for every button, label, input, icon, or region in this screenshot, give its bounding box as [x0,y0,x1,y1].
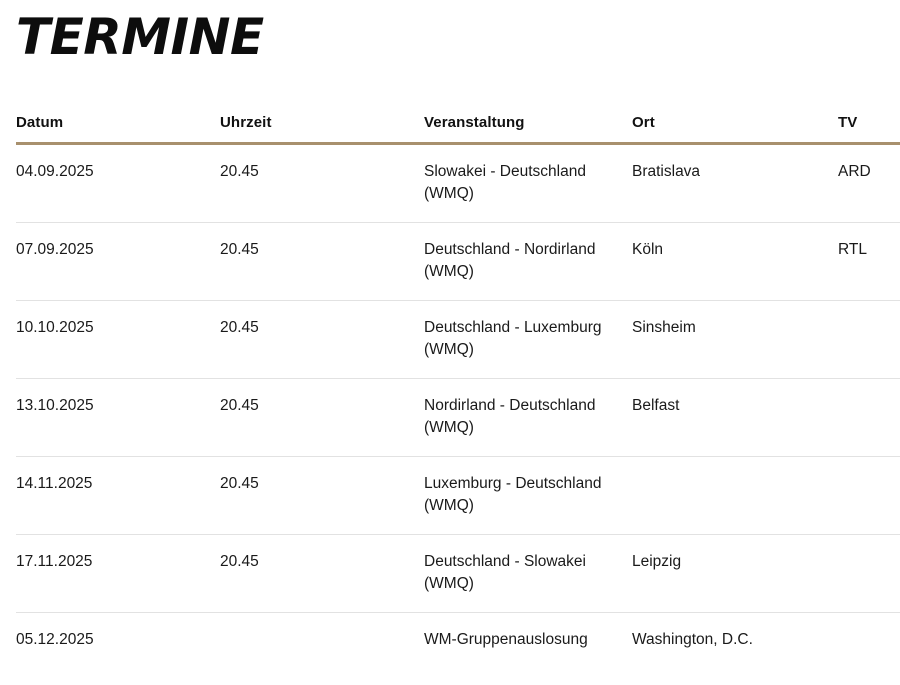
cell-uhrzeit: 20.45 [220,144,424,223]
column-header-uhrzeit: Uhrzeit [220,114,272,131]
cell-ort [632,456,838,534]
cell-tv [838,300,900,378]
cell-ort: Leipzig [632,534,838,612]
cell-veranstaltung: Slowakei - Deutschland (WMQ) [424,144,632,223]
page-title: TERMINE [16,8,264,66]
cell-uhrzeit: 20.45 [220,378,424,456]
cell-ort: Sinsheim [632,300,838,378]
cell-veranstaltung: Nordirland - Deutschland (WMQ) [424,378,632,456]
cell-ort: Belfast [632,378,838,456]
cell-uhrzeit: 20.45 [220,300,424,378]
cell-datum: 07.09.2025 [16,222,220,300]
table-row [16,456,900,534]
column-header-tv: TV [838,114,858,131]
cell-uhrzeit [220,612,424,667]
table-row [16,534,900,612]
cell-datum: 13.10.2025 [16,378,220,456]
table-header-row [16,114,900,144]
cell-datum: 14.11.2025 [16,456,220,534]
cell-ort: Köln [632,222,838,300]
table-row [16,612,900,667]
cell-uhrzeit: 20.45 [220,534,424,612]
table-row [16,144,900,223]
cell-ort: Bratislava [632,144,838,223]
cell-datum: 17.11.2025 [16,534,220,612]
cell-uhrzeit: 20.45 [220,222,424,300]
cell-datum: 05.12.2025 [16,630,94,648]
cell-uhrzeit: 20.45 [220,456,424,534]
table-row [16,378,900,456]
cell-datum: 04.09.2025 [16,144,220,223]
cell-veranstaltung: Luxemburg - Deutschland (WMQ) [424,456,632,534]
cell-tv [838,378,900,456]
column-header-veranstaltung: Veranstaltung [424,114,525,131]
table-row [16,222,900,300]
column-header-datum: Datum [16,114,64,131]
cell-veranstaltung: WM-Gruppenauslosung [424,630,588,648]
cell-tv [838,612,900,667]
cell-veranstaltung: Deutschland - Slowakei (WMQ) [424,534,632,612]
cell-veranstaltung: Deutschland - Nordirland (WMQ) [424,222,632,300]
cell-veranstaltung: Deutschland - Luxemburg (WMQ) [424,300,632,378]
column-header-ort: Ort [632,114,655,131]
cell-tv: ARD [838,144,900,223]
schedule-table [16,114,900,667]
cell-datum: 10.10.2025 [16,300,220,378]
cell-tv: RTL [838,222,900,300]
table-header [16,114,900,144]
table-body [16,144,900,668]
table-row [16,300,900,378]
cell-ort: Washington, D.C. [632,630,753,648]
cell-tv [838,456,900,534]
cell-tv [838,534,900,612]
